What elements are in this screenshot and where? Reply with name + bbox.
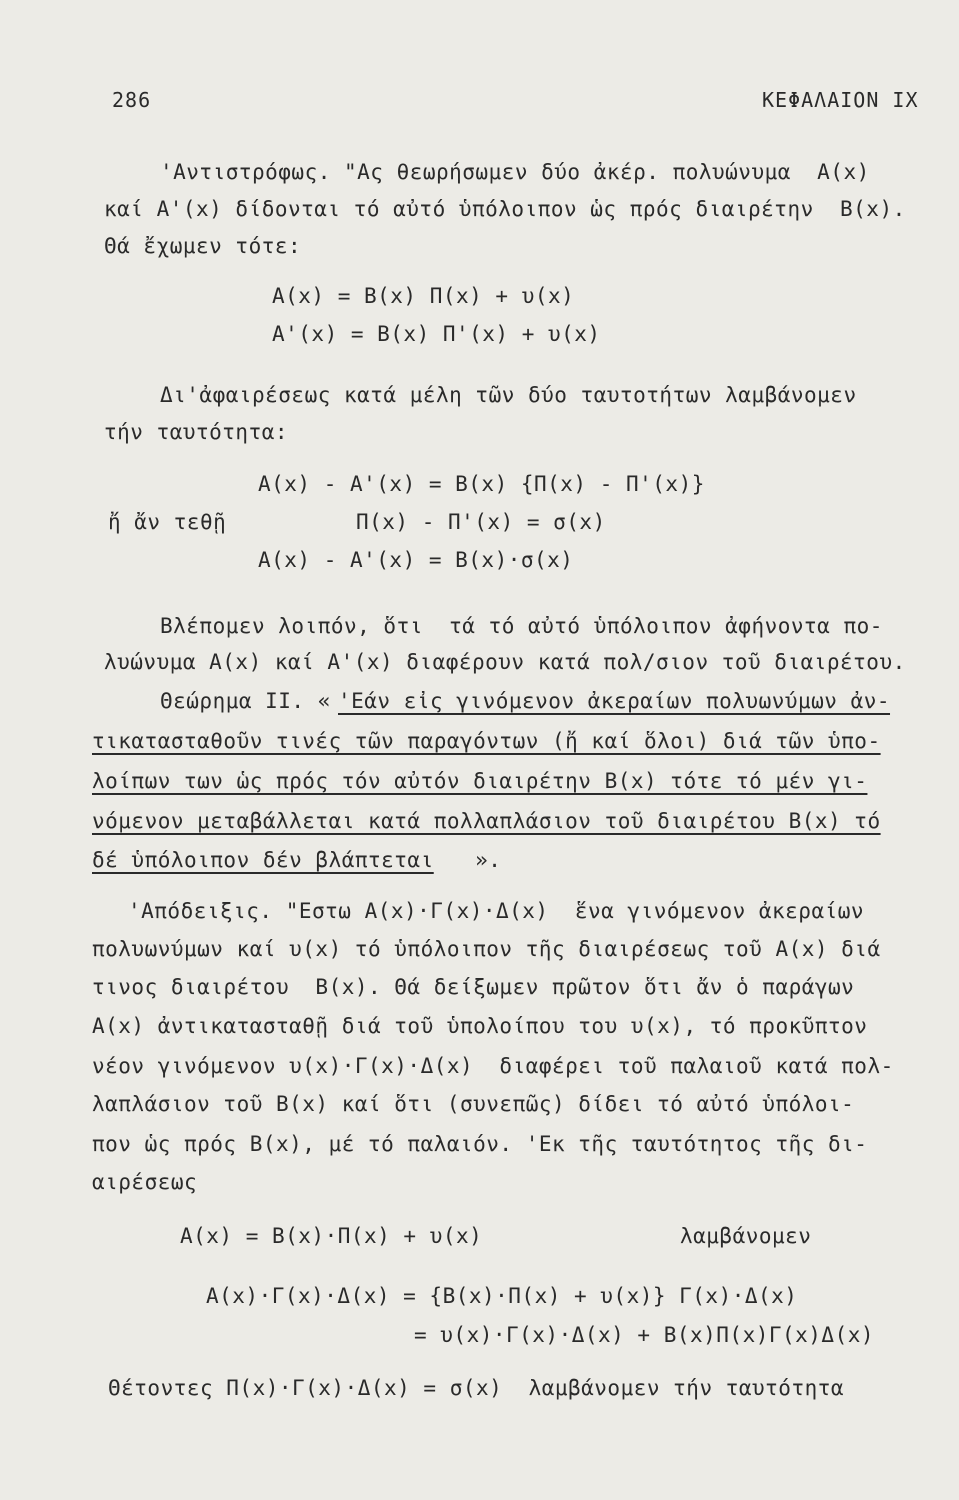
text-line: λαπλάσιον τοῦ Β(x) καί ὅτι (συνεπῶς) δίδει τό αὐτό ὑπόλοι-: [92, 1092, 855, 1116]
theorem-text: νόμενον μεταβάλλεται κατά πολλαπλάσιον τοῦ διαιρέτου Β(x) τό: [92, 809, 881, 833]
equation: Α(x) - Α'(x) = Β(x) {Π(x) - Π'(x)}: [258, 472, 705, 496]
text-line: ἤ ἄν τεθῇ: [108, 510, 227, 534]
equation: Α(x) - Α'(x) = Β(x)·σ(x): [258, 548, 574, 572]
text-line: Δι'ἀφαιρέσεως κατά μέλη τῶν δύο ταυτοτήτων λαμβάνομεν: [160, 383, 857, 407]
text-line: πολυωνύμων καί υ(x) τό ὑπόλοιπον τῆς διαιρέσεως τοῦ Α(x) διά: [92, 937, 881, 961]
theorem-text: τικατασταθοῦν τινές τῶν παραγόντων (ἤ καί ὅλοι) διά τῶν ὑπο-: [92, 729, 881, 753]
theorem-text: 'Εάν εἰς γινόμενον ἀκεραίων πολυωνύμων ἀν-: [338, 689, 891, 713]
text-line: 'Απόδειξις. "Εστω Α(x)·Γ(x)·Δ(x) ἕνα γινόμενον ἀκεραίων: [128, 899, 865, 923]
text-line: πον ὡς πρός Β(x), μέ τό παλαιόν. 'Εκ τῆς ταυτότητος τῆς δι-: [92, 1132, 868, 1156]
text-line: τινος διαιρέτου Β(x). Θά δείξωμεν πρῶτον ὅτι ἄν ὁ παράγων: [92, 975, 855, 999]
theorem-text: λοίπων των ὡς πρός τόν αὐτόν διαιρέτην Β(x) τότε τό μέν γι-: [92, 769, 868, 793]
chapter-title: ΚΕΦΑΛΑΙΟΝ IX: [762, 88, 919, 112]
text-line: λυώνυμα Α(x) καί Α'(x) διαφέρουν κατά πολ/σιον τοῦ διαιρέτου.: [104, 650, 906, 674]
theorem-text: δέ ὑπόλοιπον δέν βλάπτεται: [92, 848, 434, 872]
equation: Π(x) - Π'(x) = σ(x): [356, 510, 606, 534]
equation: Α'(x) = Β(x) Π'(x) + υ(x): [272, 322, 601, 346]
theorem-close: ».: [462, 848, 502, 872]
text-line: Θέτοντες Π(x)·Γ(x)·Δ(x) = σ(x) λαμβάνομεν τήν ταυτότητα: [108, 1376, 845, 1400]
text-line: Α(x) ἀντικατασταθῇ διά τοῦ ὑπολοίπου του υ(x), τό προκῦπτον: [92, 1014, 868, 1038]
text-line: καί Α'(x) δίδονται τό αὐτό ὑπόλοιπον ὡς πρός διαιρέτην Β(x).: [104, 197, 906, 221]
text-line: 'Αντιστρόφως. "Ας θεωρήσωμεν δύο ἀκέρ. πολυώνυμα Α(x): [160, 160, 870, 184]
equation: Α(x)·Γ(x)·Δ(x) = {Β(x)·Π(x) + υ(x)} Γ(x)·Δ(x): [206, 1284, 798, 1308]
equation: Α(x) = Β(x) Π(x) + υ(x): [272, 284, 575, 308]
equation: = υ(x)·Γ(x)·Δ(x) + Β(x)Π(x)Γ(x)Δ(x): [414, 1323, 875, 1347]
text-line: λαμβάνομεν: [680, 1224, 812, 1248]
theorem-label: Θεώρημα ΙΙ. «: [160, 689, 331, 713]
equation: Α(x) = Β(x)·Π(x) + υ(x): [180, 1224, 483, 1248]
text-line: Θά ἔχωμεν τότε:: [104, 234, 302, 258]
text-line: Βλέπομεν λοιπόν, ὅτι τά τό αὐτό ὑπόλοιπον ἀφήνοντα πο-: [160, 614, 883, 638]
text-line: αιρέσεως: [92, 1170, 198, 1194]
text-line: νέον γινόμενον υ(x)·Γ(x)·Δ(x) διαφέρει τοῦ παλαιοῦ κατά πολ-: [92, 1054, 894, 1078]
page-number: 286: [112, 88, 152, 112]
text-line: τήν ταυτότητα:: [104, 420, 289, 444]
